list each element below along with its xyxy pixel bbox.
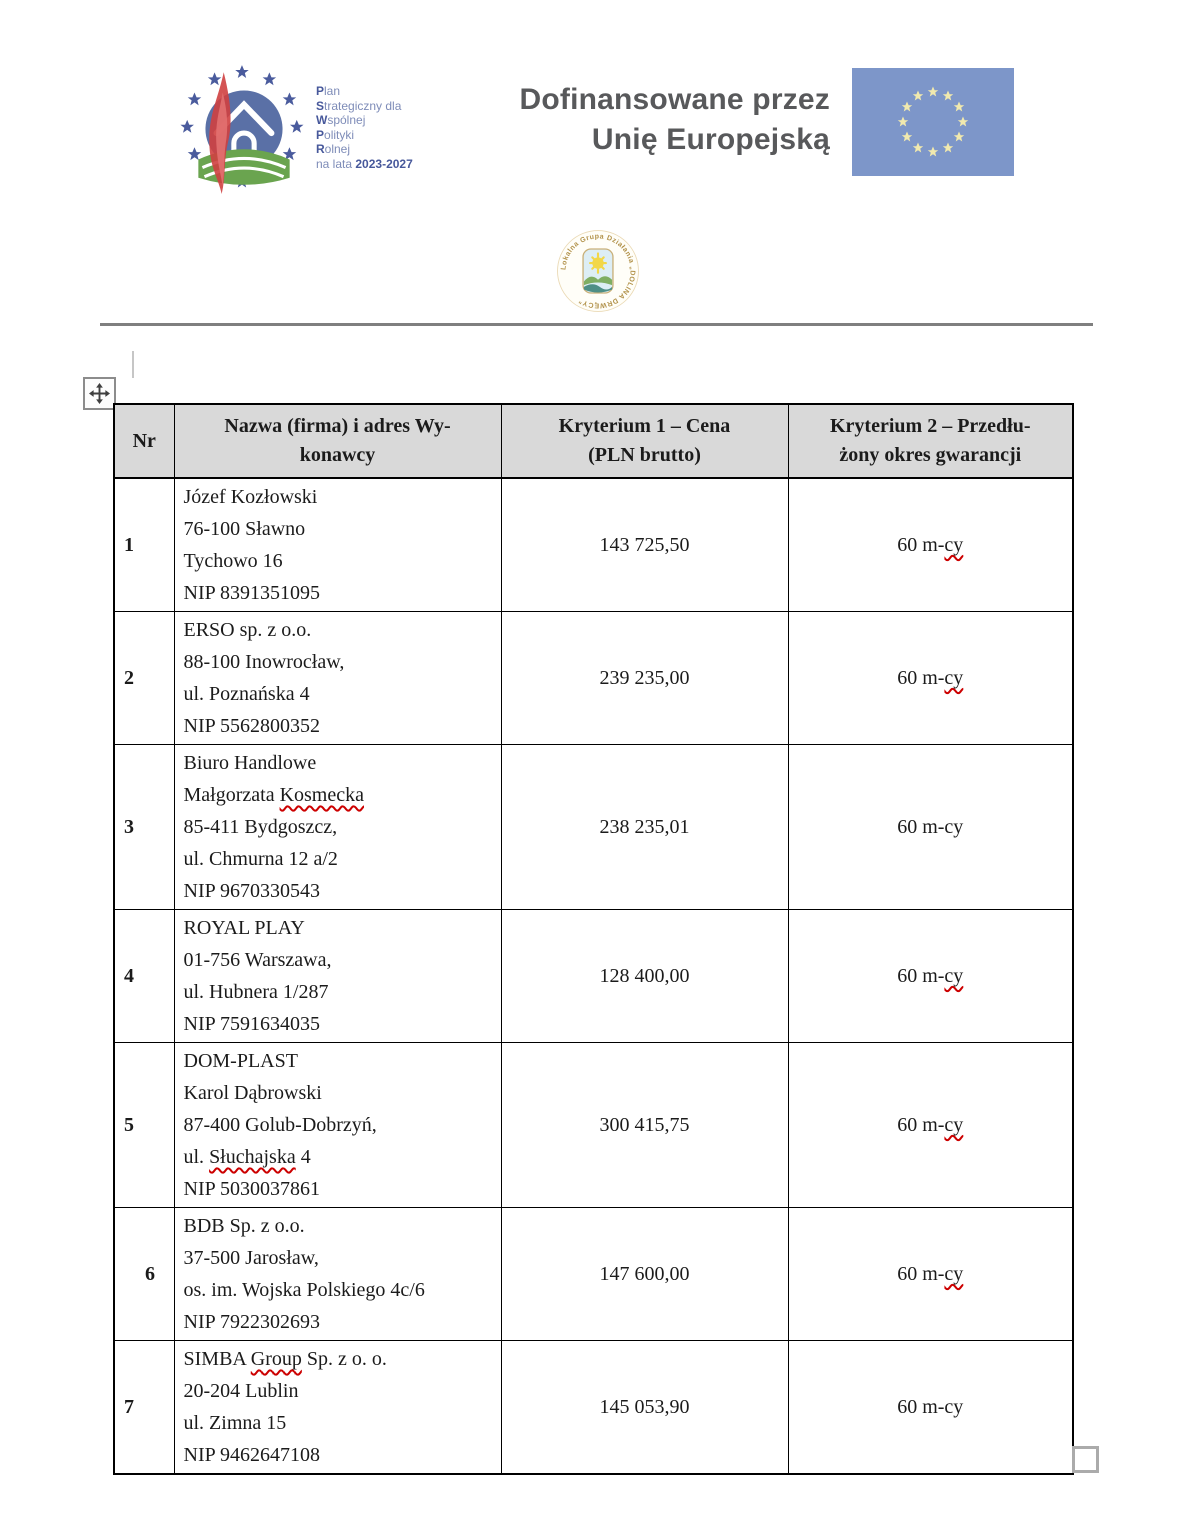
col-header-contractor bbox=[174, 404, 501, 478]
cell-price: 239 235,00 bbox=[501, 612, 788, 745]
misspelling-underline: cy bbox=[944, 1262, 964, 1285]
cell-contractor bbox=[174, 612, 501, 745]
contractor-line: ul. Chmurna 12 a/2 bbox=[183, 848, 338, 870]
contractor-line: 01-756 Warszawa, bbox=[183, 949, 332, 971]
contractor-line: NIP 9462647108 bbox=[183, 1444, 320, 1466]
wpr-line-rest: olnej bbox=[324, 142, 351, 156]
col-header-guarantee bbox=[788, 404, 1073, 478]
cell-price: 128 400,00 bbox=[501, 910, 788, 1043]
contractor-line: ul. Słuchajska 4 bbox=[183, 1146, 311, 1168]
contractor-line: 76-100 Sławno bbox=[183, 518, 306, 540]
wpr-logo-text bbox=[316, 84, 413, 171]
cell-guarantee: 60 m-cy bbox=[788, 910, 1073, 1043]
header-divider bbox=[100, 323, 1093, 326]
table-move-icon bbox=[89, 383, 110, 404]
cell-contractor bbox=[174, 1043, 501, 1208]
contractor-line: SIMBA Group Sp. z o. o. bbox=[183, 1348, 387, 1370]
contractor-line: NIP 7922302693 bbox=[183, 1311, 320, 1333]
contractor-line: ROYAL PLAY bbox=[183, 917, 305, 939]
misspelling-underline: Kosmecka bbox=[279, 784, 364, 806]
eu-flag-icon bbox=[852, 67, 1014, 177]
contractor-line: NIP 5030037861 bbox=[183, 1178, 320, 1200]
col-header-line: Kryterium 2 – Przedłu- bbox=[830, 415, 1031, 437]
cell-row-number: 2 bbox=[114, 612, 174, 745]
contractor-line: NIP 9670330543 bbox=[183, 880, 320, 902]
col-header-line: żony okres gwarancji bbox=[839, 444, 1022, 466]
contractor-line: 85-411 Bydgoszcz, bbox=[183, 816, 338, 838]
wpr-line-bold: P bbox=[316, 127, 325, 142]
cell-row-number: 3 bbox=[114, 745, 174, 910]
col-header-line: Nazwa (firma) i adres Wy- bbox=[224, 415, 451, 437]
eu-funding-text bbox=[430, 80, 830, 160]
wpr-line-rest: trategiczny dla bbox=[324, 98, 402, 113]
table-header-row bbox=[114, 404, 1073, 478]
contractor-line: NIP 8391351095 bbox=[183, 582, 320, 604]
misspelling-underline: cy bbox=[944, 964, 964, 987]
col-header-price bbox=[501, 404, 788, 478]
contractor-line: ERSO sp. z o.o. bbox=[183, 619, 312, 641]
lgd-seal-icon bbox=[554, 225, 642, 317]
table-row bbox=[114, 478, 1073, 612]
contractor-line: Józef Kozłowski bbox=[183, 486, 318, 508]
contractor-line: ul. Hubnera 1/287 bbox=[183, 981, 329, 1003]
misspelling-underline: cy bbox=[944, 1113, 964, 1136]
table-row bbox=[114, 1208, 1073, 1341]
wpr-line-rest: lan bbox=[324, 84, 341, 98]
wpr-line-bold: W bbox=[316, 113, 328, 127]
cell-contractor bbox=[174, 910, 501, 1043]
cell-row-number: 5 bbox=[114, 1043, 174, 1208]
col-header-line: konawcy bbox=[299, 444, 376, 466]
cell-price: 145 053,90 bbox=[501, 1341, 788, 1475]
table-row bbox=[114, 612, 1073, 745]
cell-price: 238 235,01 bbox=[501, 745, 788, 910]
contractor-line: Tychowo 16 bbox=[183, 550, 283, 572]
cell-guarantee: 60 m-cy bbox=[788, 478, 1073, 612]
cell-row-number: 4 bbox=[114, 910, 174, 1043]
wpr-years-prefix: na lata bbox=[316, 156, 356, 171]
misspelling-underline: cy bbox=[944, 533, 964, 556]
contractor-line: NIP 5562800352 bbox=[183, 715, 320, 737]
table-row bbox=[114, 745, 1073, 910]
table-row bbox=[114, 1341, 1073, 1475]
cell-contractor bbox=[174, 1341, 501, 1475]
wpr-line-bold: R bbox=[316, 142, 325, 156]
eu-funding-line2: Unię Europejską bbox=[591, 123, 830, 156]
wpr-line bbox=[316, 84, 413, 99]
cell-price: 143 725,50 bbox=[501, 478, 788, 612]
table-resize-handle[interactable] bbox=[1072, 1446, 1099, 1473]
misspelling-underline: cy bbox=[944, 666, 964, 689]
contractor-line: Karol Dąbrowski bbox=[183, 1082, 322, 1104]
cell-guarantee: 60 m-cy bbox=[788, 612, 1073, 745]
cell-guarantee: 60 m-cy bbox=[788, 1043, 1073, 1208]
cell-contractor bbox=[174, 478, 501, 612]
wpr-line bbox=[316, 113, 413, 128]
wpr-line bbox=[316, 128, 413, 143]
cell-guarantee: 60 m-cy bbox=[788, 1208, 1073, 1341]
contractor-line: DOM-PLAST bbox=[183, 1050, 298, 1072]
table-body bbox=[114, 478, 1073, 1474]
cell-contractor bbox=[174, 1208, 501, 1341]
wpr-line-bold: S bbox=[316, 98, 325, 113]
contractor-line: ul. Poznańska 4 bbox=[183, 683, 310, 705]
misspelling-underline: Słuchajska bbox=[209, 1146, 296, 1168]
contractor-line: Małgorzata Kosmecka bbox=[183, 784, 364, 806]
table-row bbox=[114, 1043, 1073, 1208]
table-row bbox=[114, 910, 1073, 1043]
wpr-line-years bbox=[316, 157, 413, 172]
cell-price: 147 600,00 bbox=[501, 1208, 788, 1341]
contractor-line: BDB Sp. z o.o. bbox=[183, 1215, 305, 1237]
seal-circular-text: Lokalna Grupa Działania „DOLINA DRWĘCY” bbox=[560, 233, 636, 309]
cell-contractor bbox=[174, 745, 501, 910]
cell-guarantee: 60 m-cy bbox=[788, 1341, 1073, 1475]
wpr-logo-icon bbox=[178, 58, 310, 198]
contractor-line: os. im. Wojska Polskiego 4c/6 bbox=[183, 1279, 425, 1301]
wpr-line-bold: P bbox=[316, 84, 325, 98]
wpr-line bbox=[316, 99, 413, 114]
cell-guarantee: 60 m-cy bbox=[788, 745, 1073, 910]
contractor-line: ul. Zimna 15 bbox=[183, 1412, 287, 1434]
contractor-line: 87-400 Golub-Dobrzyń, bbox=[183, 1114, 377, 1136]
col-header-line: (PLN brutto) bbox=[588, 444, 701, 466]
contractor-line: 88-100 Inowrocław, bbox=[183, 651, 345, 673]
cell-row-number: 1 bbox=[114, 478, 174, 612]
col-header-line: Kryterium 1 – Cena bbox=[558, 415, 731, 437]
cell-price: 300 415,75 bbox=[501, 1043, 788, 1208]
wpr-line bbox=[316, 142, 413, 157]
cell-row-number: 6 bbox=[114, 1208, 174, 1341]
contractor-line: Biuro Handlowe bbox=[183, 752, 317, 774]
wpr-years-bold: 2023-2027 bbox=[355, 156, 413, 171]
table-move-handle[interactable] bbox=[83, 377, 116, 410]
col-header-nr: Nr bbox=[114, 404, 174, 478]
misspelling-underline: Group bbox=[250, 1348, 302, 1370]
text-cursor bbox=[132, 351, 134, 378]
bidders-table bbox=[113, 403, 1074, 1475]
contractor-line: 37-500 Jarosław, bbox=[183, 1247, 319, 1269]
wpr-line-rest: spólnej bbox=[327, 113, 366, 127]
contractor-line: NIP 7591634035 bbox=[183, 1013, 320, 1035]
wpr-line-rest: olityki bbox=[324, 127, 355, 142]
eu-funding-line1: Dofinansowane przez bbox=[519, 83, 830, 116]
contractor-line: 20-204 Lublin bbox=[183, 1380, 299, 1402]
cell-row-number: 7 bbox=[114, 1341, 174, 1475]
